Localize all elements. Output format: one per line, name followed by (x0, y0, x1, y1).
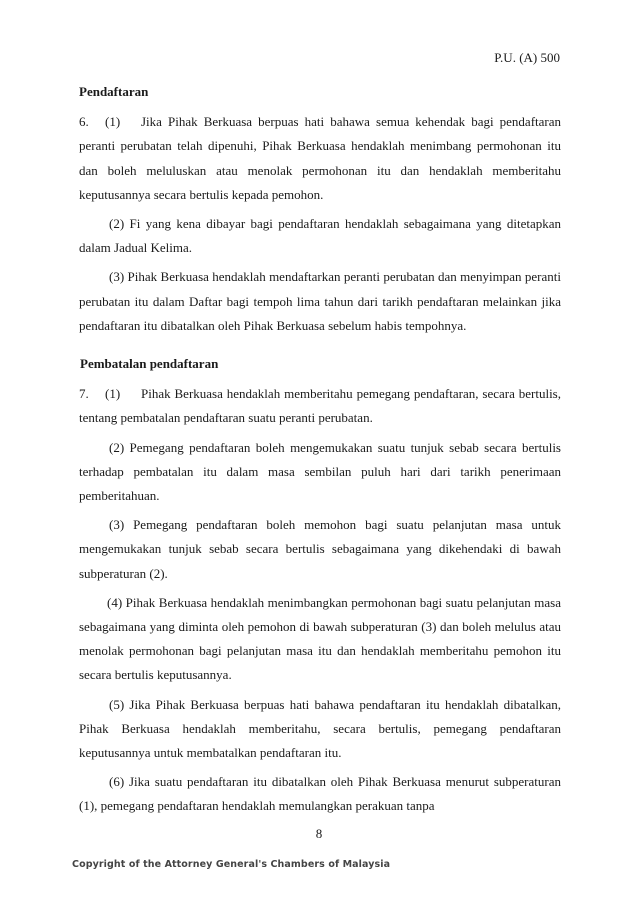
regulation-7-6: (6) Jika suatu pendaftaran itu dibatalkan oleh Pihak Berkuasa menurut subperaturan (1), pemegang pendaftaran hendaklah memulangkan perakuan tanpa (79, 774, 561, 814)
regulation-7-5: (5) Jika Pihak Berkuasa berpuas hati bahawa pendaftaran itu hendaklah dibatalkan, Pihak Berkuasa hendaklah memberitahu, secara bertulis, pemegang pendaftaran keputusannya untuk membatalkan pendaftaran itu. (79, 696, 561, 761)
regulation-6-2: (2) Fi yang kena dibayar bagi pendaftaran hendaklah sebagaimana yang ditetapkan dalam Jadual Kelima. (79, 216, 561, 256)
section-heading-pendaftaran: Pendaftaran (79, 84, 149, 99)
regulation-6-3: (3) Pihak Berkuasa hendaklah mendaftarkan peranti perubatan dan menyimpan peranti perubatan itu dalam Daftar bagi tempoh lima tahun dari tarikh pendaftaran melainkan jika pendaftaran itu dibatalkan oleh Pihak Berkuasa sebelum habis tempohnya. (79, 269, 561, 333)
regulation-6-1 (79, 110, 561, 207)
regulation-7-1 (79, 382, 561, 430)
regulation-number: 6. (79, 114, 89, 130)
section-heading-pembatalan: Pembatalan pendaftaran (80, 356, 219, 372)
regulation-text: Jika Pihak Berkuasa berpuas hati bahawa semua kehendak bagi pendaftaran peranti perubatan telah dipenuhi, Pihak Berkuasa hendaklah menimbang permohonan itu dan boleh meluluskan atau menolak permohonan itu dan hendaklah memberitahu keputusannya secara bertulis kepada pemohon. (79, 114, 561, 202)
document-reference: P.U. (A) 500 (494, 50, 560, 65)
regulation-7-3: (3) Pemegang pendaftaran boleh memohon bagi suatu pelanjutan masa untuk mengemukakan tunjuk sebab secara bertulis sebagaimana yang dikehendaki di bawah subperaturan (2). (79, 517, 561, 581)
regulation-number: 7. (79, 386, 89, 402)
page-number: 8 (315, 826, 323, 841)
document-body (79, 80, 561, 824)
regulation-text: Pihak Berkuasa hendaklah memberitahu pemegang pendaftaran, secara bertulis, tentang pembatalan pendaftaran suatu peranti perubatan. (79, 386, 561, 426)
subregulation-number: (1) (105, 386, 121, 402)
regulation-7-4: (4) Pihak Berkuasa hendaklah menimbangkan permohonan bagi suatu pelanjutan masa sebagaimana yang diminta oleh pemohon di bawah subperaturan (3) dan boleh melulus atau menolak permohonan bagi pelanjutan masa itu dan hendaklah memberitahu pemohon itu secara bertulis keputusannya. (79, 594, 561, 683)
subregulation-number: (1) (105, 114, 121, 130)
copyright-notice: Copyright of the Attorney General's Chambers of Malaysia (72, 859, 391, 870)
regulation-7-2: (2) Pemegang pendaftaran boleh mengemukakan suatu tunjuk sebab secara bertulis terhadap pembatalan itu dalam masa sembilan puluh hari dari tarikh penerimaan pemberitahuan. (79, 439, 561, 504)
